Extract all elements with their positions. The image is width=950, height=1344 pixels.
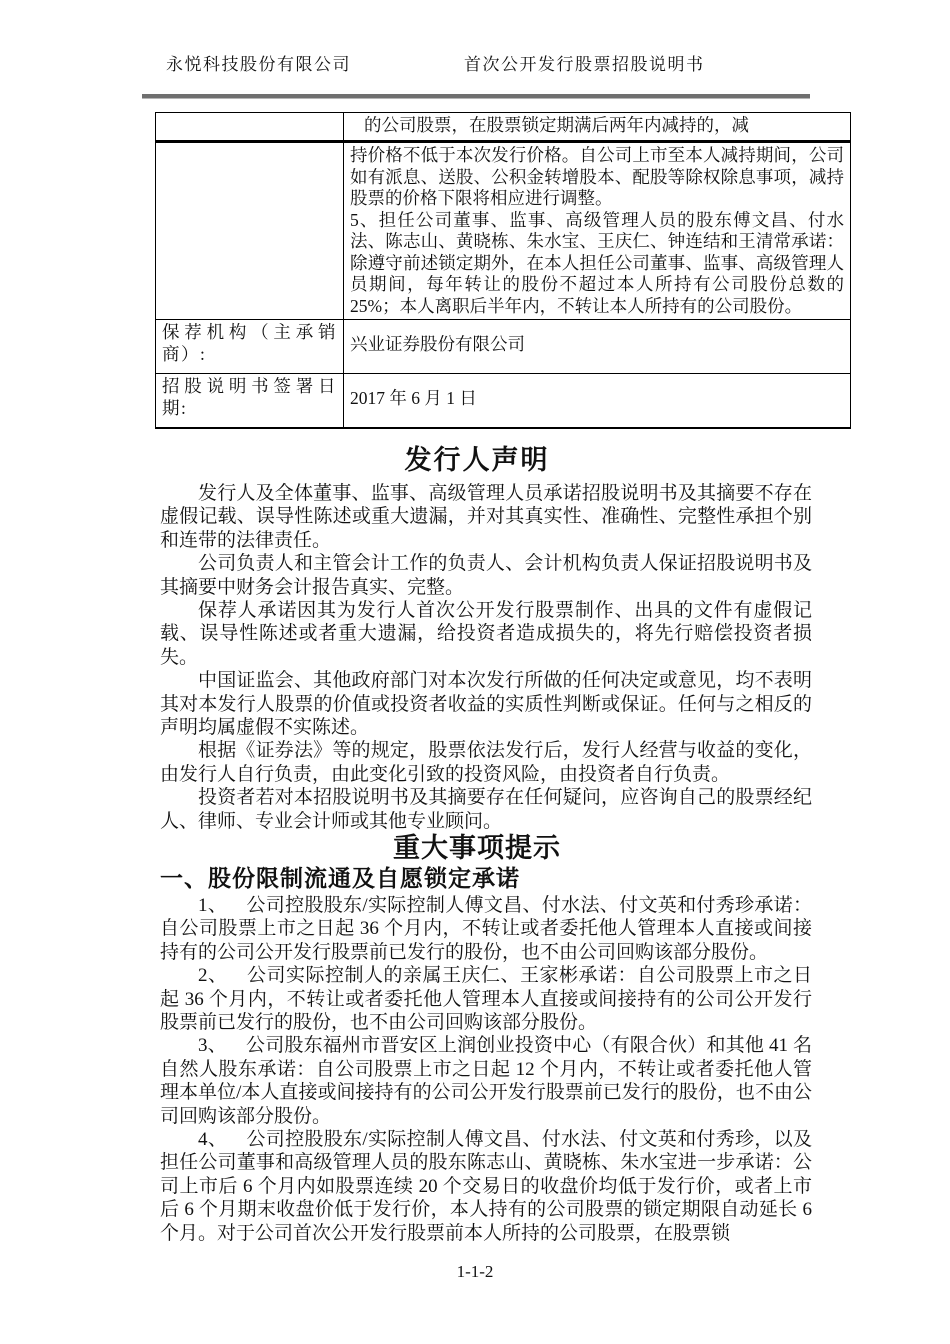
issuer-declaration-title: 发行人声明	[404, 445, 550, 475]
table-row-continuation	[156, 142, 851, 320]
declaration-paragraph: 保荐人承诺因其为发行人首次公开发行股票制作、出具的文件有虚假记载、误导性陈述或者重大遗漏，给投资者造成损失的，将先行赔偿投资者损失。	[160, 600, 812, 668]
table-cell-empty-label	[156, 142, 344, 320]
company-name: 永悦科技股份有限公司	[166, 55, 351, 74]
declaration-paragraph: 公司负责人和主管会计工作的负责人、会计机构负责人保证招股说明书及其摘要中财务会计报告真实、完整。	[160, 553, 812, 598]
declaration-paragraph: 投资者若对本招股说明书及其摘要存在任何疑问，应咨询自己的股票经纪人、律师、专业会计师或其他专业顾问。	[160, 787, 812, 832]
commitment-item: 2、 公司实际控制人的亲属王庆仁、王家彬承诺：自公司股票上市之日起 36 个月内，不转让或者委托他人管理本人直接或间接持有的公司公开发行股票前已发行的股份，也不由公司回购该部分股份。	[160, 965, 812, 1034]
section-heading-share-lockup: 一、股份限制流通及自愿锁定承诺	[160, 865, 520, 891]
table-cell-sign-date-label: 招股说明书签署日期:	[156, 374, 344, 429]
header-divider-rule	[142, 94, 810, 99]
table-cell-carryover-text: 的公司股票，在股票锁定期满后两年内减持的，减	[344, 113, 851, 142]
table-row-sponsor	[156, 320, 851, 374]
declaration-paragraph: 发行人及全体董事、监事、高级管理人员承诺招股说明书及其摘要不存在虚假记载、误导性陈述或重大遗漏，并对其真实性、准确性、完整性承担个别和连带的法律责任。	[160, 483, 812, 551]
table-cell-sponsor-value: 兴业证券股份有限公司	[344, 320, 851, 374]
declaration-paragraph: 中国证监会、其他政府部门对本次发行所做的任何决定或意见，均不表明其对本发行人股票的价值或投资者收益的实质性判断或保证。任何与之相反的声明均属虚假不实陈述。	[160, 670, 812, 739]
major-notice-title: 重大事项提示	[393, 833, 561, 863]
table-cell-empty-label	[156, 113, 344, 142]
declaration-paragraph: 根据《证券法》等的规定，股票依法发行后，发行人经营与收益的变化，由发行人自行负责，由此变化引致的投资风险，由投资者自行负责。	[160, 740, 812, 785]
continuation-paragraph: 5、担任公司董事、监事、高级管理人员的股东傅文昌、付水法、陈志山、黄晓栋、朱水宝、王庆仁、钟连结和王清常承诺：除遵守前述锁定期外，在本人担任公司董事、监事、高级管理人员期间，每年转让的股份不超过本人所持有公司股份总数的 25%；本人离职后半年内，不转让本人所持有的公司股份。	[350, 209, 844, 316]
document-title: 首次公开发行股票招股说明书	[464, 55, 705, 74]
issuer-declaration-body	[160, 482, 812, 833]
table-row-sign-date	[156, 374, 851, 429]
lockup-commitment-table	[155, 112, 851, 429]
commitment-item: 4、 公司控股股东/实际控制人傅文昌、付水法、付文英和付秀珍，以及担任公司董事和高级管理人员的股东陈志山、黄晓栋、朱水宝进一步承诺：公司上市后 6 个月内如股票连续 20 个交易日的收盘价均低于发行价，或者上市后 6 个月期末收盘价低于发行价，本人持有的公司股票的锁定期限自动延长 6 个月。对于公司首次公开发行股票前本人所持的公司股票，在股票锁	[160, 1129, 812, 1244]
continuation-paragraph: 持价格不低于本次发行价格。自公司上市至本人减持期间，公司如有派息、送股、公积金转增股本、配股等除权除息事项，减持股票的价格下限将相应进行调整。	[350, 145, 844, 208]
table-cell-continuation-text	[344, 142, 851, 320]
table-row-carryover	[156, 113, 851, 142]
commitment-item: 3、 公司股东福州市晋安区上润创业投资中心（有限合伙）和其他 41 名自然人股东承诺：自公司股票上市之日起 12 个月内，不转让或者委托他人管理本单位/本人直接或间接持有的公司公开发行股票前已发行的股份，也不由公司回购该部分股份。	[160, 1035, 812, 1127]
page-content	[142, 0, 844, 1344]
table-cell-sign-date-value: 2017 年 6 月 1 日	[344, 374, 851, 429]
table-cell-sponsor-label: 保荐机构（主承销商）:	[156, 320, 344, 374]
running-header	[142, 50, 812, 96]
commitment-items	[160, 894, 812, 1245]
page-number: 1-1-2	[456, 1262, 494, 1281]
commitment-item: 1、 公司控股股东/实际控制人傅文昌、付水法、付文英和付秀珍承诺：自公司股票上市之日起 36 个月内，不转让或者委托他人管理本人直接或间接持有的公司公开发行股票前已发行的股份，也不由公司回购该部分股份。	[160, 895, 812, 963]
